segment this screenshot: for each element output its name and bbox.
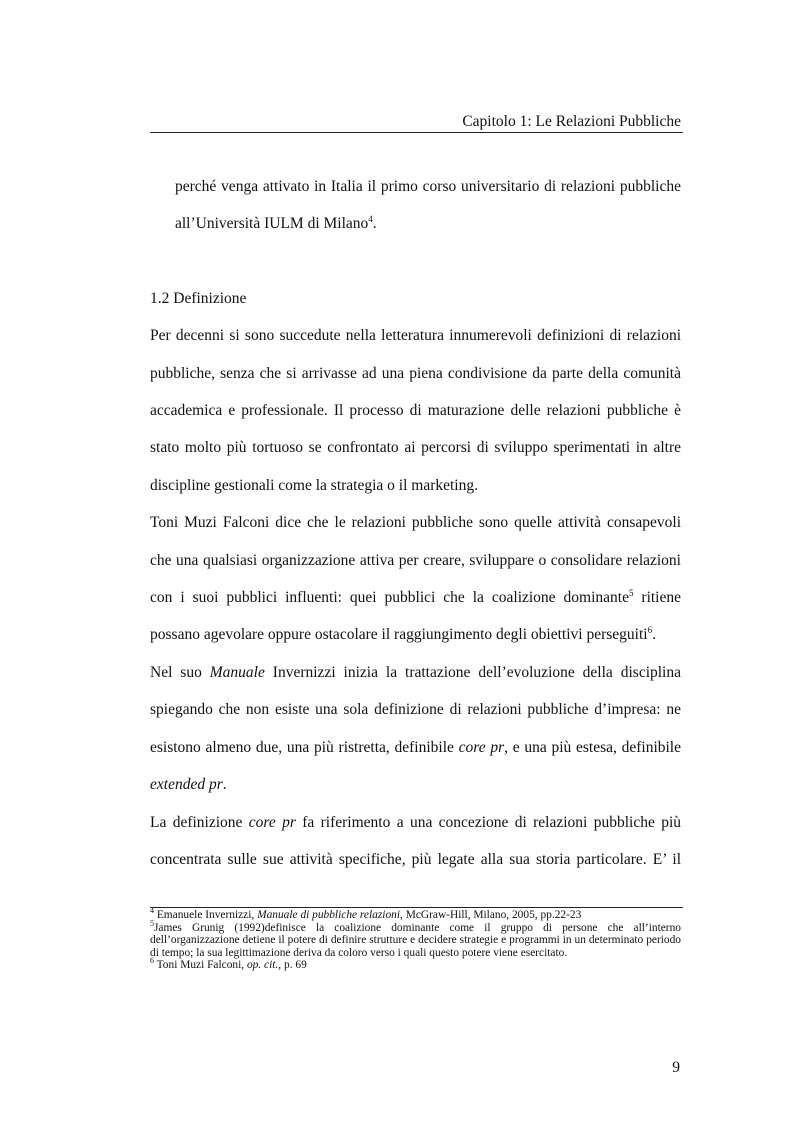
paragraph-core-pr: La definizione core pr fa riferimento a una concezione di relazioni pubbliche più concentrata sulle sue attività specifiche, più legate alla sua storia particolare. E’ il [150,813,681,868]
paragraph-muzi-falconi: Toni Muzi Falconi dice che le relazioni pubbliche sono quelle attività consapevoli che una qualsiasi organizzazione attiva per creare, sviluppare o consolidare relazioni con i suoi pubblici influenti: quei pubblici che la coalizione dominante$^5$ ritiene possano agevolare oppure ostacolare il raggiungimento degli obiettivi perseguiti$^6$. [150,514,681,644]
footnote-6: $^6$ Toni Muzi Falconi, op. cit., p. 69 [150,956,307,972]
term-extended-pr: extended pr [150,776,223,794]
section-heading: 1.2 Definizione [150,289,247,307]
footnote-4: $^4$ Emanuele Invernizzi, Manuale di pubbliche relazioni, McGraw-Hill, Milano, 2005, pp.22-23 [150,906,582,921]
running-header: Capitolo 1: Le Relazioni Pubbliche [462,113,681,130]
footnote-rule [150,907,683,908]
body-text [150,168,681,878]
footnote-5: $^5$James Grunig (1992)definisce la coalizione dominante come il gruppo di persone che all’interno dell’organizzazione detiene il potere di definire strutture e decidere strategie e programmi in un determinato periodo di tempo; la sua legittimazione deriva da coloro verso i quali questo potere viene esercitato. [150,918,681,959]
title-manuale: Manuale [209,663,265,681]
footnote-ref-4[interactable]: 4 [368,214,373,225]
footnotes [150,906,681,972]
paragraph-definitions: Per decenni si sono succedute nella letteratura innumerevoli definizioni di relazioni pubbliche, senza che si arrivasse ad una piena condivisione da parte della comunità accademica e professionale. Il processo di maturazione delle relazioni pubbliche è stato molto più tortuoso se confrontato ai percorsi di sviluppo sperimentati in altre discipline gestionali come la strategia o il marketing. [150,327,681,494]
footnote-ref-5[interactable]: 5 [628,587,634,598]
continuation-paragraph: perché venga attivato in Italia il primo corso universitario di relazioni pubbliche all’Università IULM di Milano$^4$. [175,178,681,233]
paragraph-invernizzi: Nel suo Manuale Invernizzi inizia la trattazione dell’evoluzione della disciplina spiegando che non esiste una sola definizione di relazioni pubbliche d’impresa: ne esistono almeno due, una più ristretta, definibile core pr, e una più estesa, definibile extended pr. [150,663,681,794]
spacer [150,243,681,280]
footnote-ref-6[interactable]: 6 [647,625,653,636]
page-number: 9 [672,1059,680,1076]
header-rule [150,132,683,133]
term-core-pr-2: core pr [248,813,296,831]
term-core-pr: core pr [458,738,505,756]
